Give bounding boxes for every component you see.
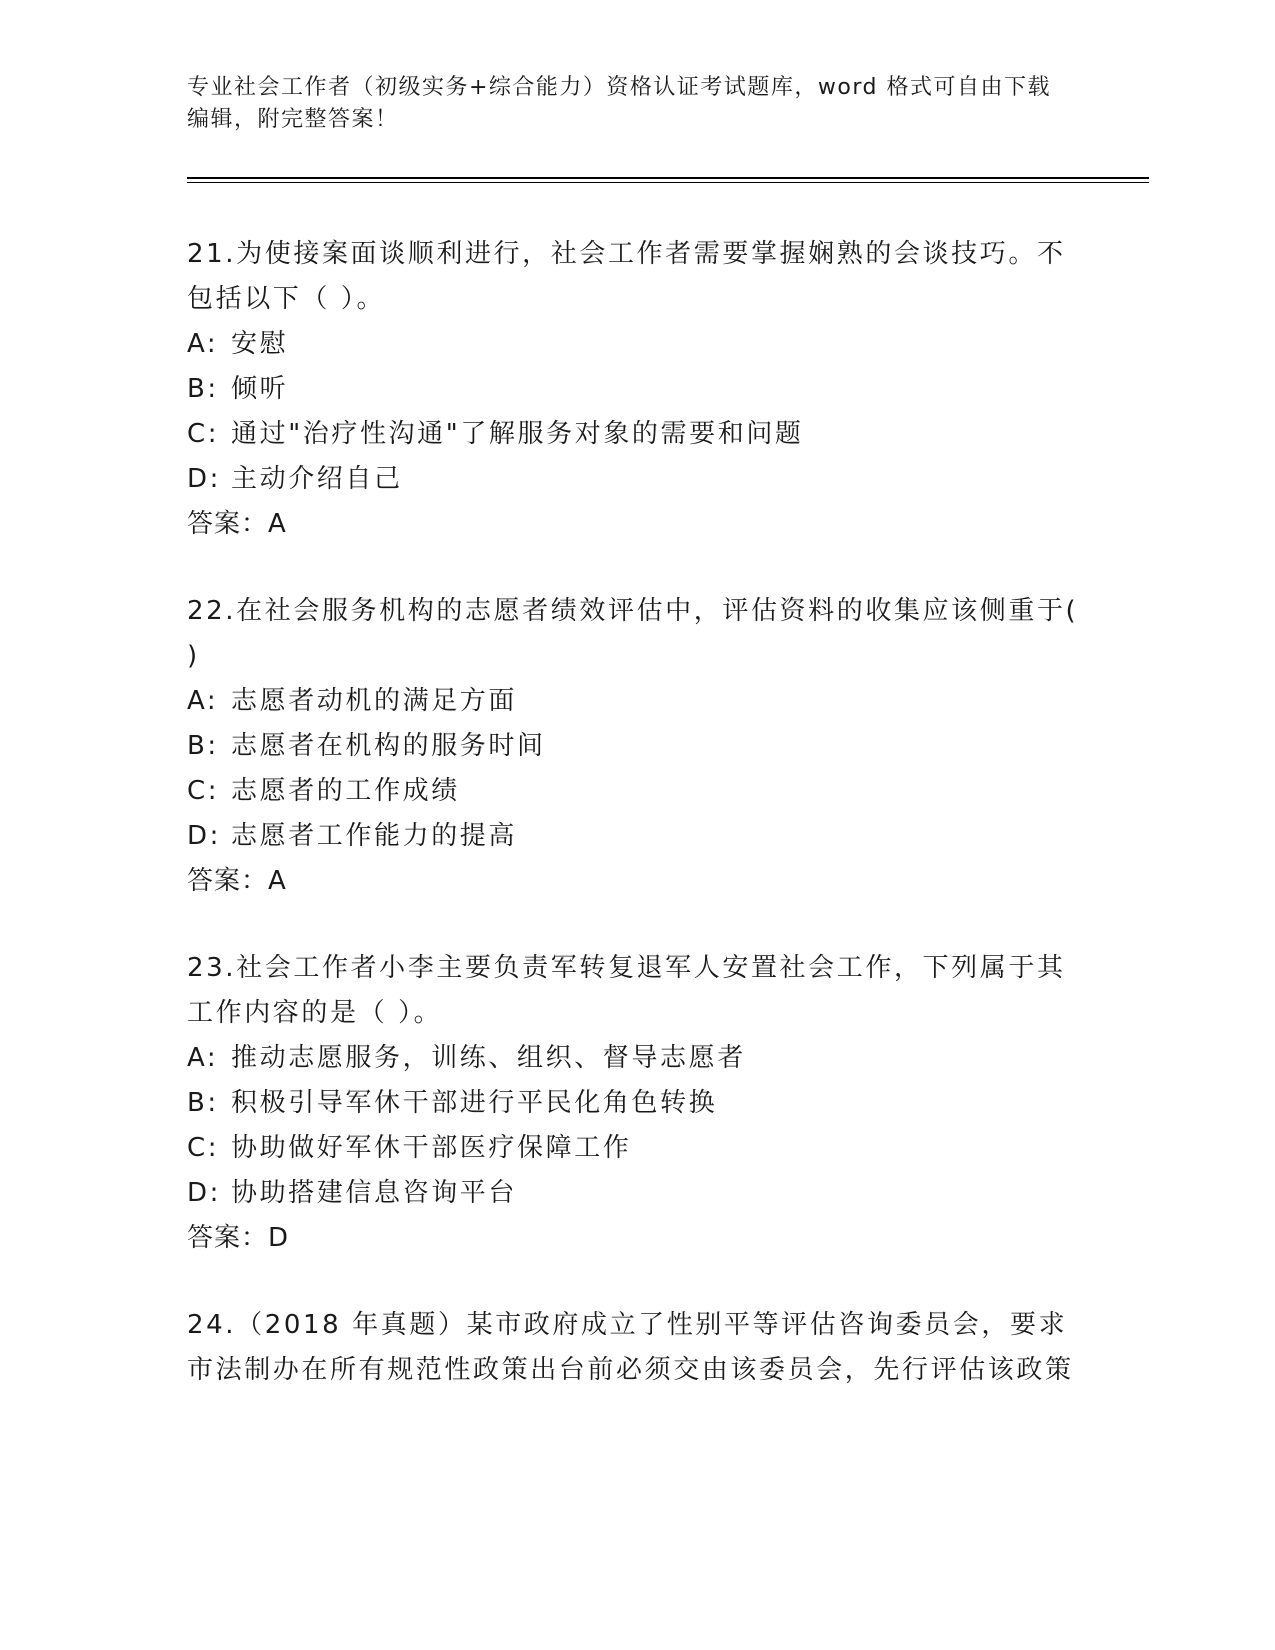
- header-line-2: 编辑，附完整答案！: [187, 107, 399, 132]
- option-letter: B:: [187, 374, 219, 404]
- option-text: 志愿者在机构的服务时间: [231, 731, 546, 761]
- question-stem: 22.在社会服务机构的志愿者绩效评估中，评估资料的收集应该侧重于( ): [187, 596, 1079, 671]
- option-c: [187, 412, 1087, 457]
- option-b: [187, 1081, 1087, 1126]
- option-letter: D:: [187, 1178, 221, 1208]
- question-stem: 24.（2018 年真题）某市政府成立了性别平等评估咨询委员会，要求市法制办在所有规范性政策出台前必须交由该委员会，先行评估该政策: [187, 1310, 1074, 1385]
- option-b: [187, 724, 1087, 769]
- option-d: [187, 814, 1087, 859]
- question-21: [187, 232, 1087, 547]
- question-24: [187, 1303, 1087, 1393]
- option-text: 推动志愿服务，训练、组织、督导志愿者: [231, 1043, 746, 1073]
- option-c: [187, 1126, 1087, 1171]
- answer-line: 答案：D: [187, 1223, 290, 1253]
- option-c: [187, 769, 1087, 814]
- option-text: 安慰: [231, 329, 289, 359]
- option-text: 志愿者工作能力的提高: [231, 821, 518, 851]
- header-line-1: 专业社会工作者（初级实务+综合能力）资格认证考试题库，word 格式可自由下载: [187, 75, 1052, 100]
- option-text: 协助做好军休干部医疗保障工作: [231, 1133, 632, 1163]
- question-22: [187, 589, 1087, 904]
- option-letter: B:: [187, 1088, 219, 1118]
- option-text: 积极引导军休干部进行平民化角色转换: [231, 1088, 718, 1118]
- option-letter: C:: [187, 776, 220, 806]
- question-stem: 21.为使接案面谈顺利进行，社会工作者需要掌握娴熟的会谈技巧。不包括以下（ ）。: [187, 239, 1066, 314]
- option-a: [187, 679, 1087, 724]
- document-header: [187, 72, 1087, 136]
- option-letter: B:: [187, 731, 219, 761]
- option-text: 志愿者动机的满足方面: [231, 686, 518, 716]
- question-stem: 23.社会工作者小李主要负责军转复退军人安置社会工作，下列属于其工作内容的是（ ）。: [187, 953, 1066, 1028]
- option-d: [187, 1171, 1087, 1216]
- option-a: [187, 322, 1087, 367]
- option-text: 主动介绍自己: [231, 464, 403, 494]
- header-rule-thin: [187, 182, 1149, 183]
- option-letter: D:: [187, 821, 221, 851]
- option-a: [187, 1036, 1087, 1081]
- answer-line: 答案：A: [187, 866, 287, 896]
- question-list: [187, 232, 1087, 1435]
- option-d: [187, 457, 1087, 502]
- option-letter: C:: [187, 419, 220, 449]
- option-letter: C:: [187, 1133, 220, 1163]
- option-letter: D:: [187, 464, 221, 494]
- option-b: [187, 367, 1087, 412]
- option-letter: A:: [187, 1043, 219, 1073]
- option-text: 协助搭建信息咨询平台: [231, 1178, 518, 1208]
- option-letter: A:: [187, 686, 219, 716]
- answer-line: 答案：A: [187, 509, 287, 539]
- header-rule-thick: [187, 177, 1149, 179]
- option-text: 志愿者的工作成绩: [231, 776, 460, 806]
- question-23: [187, 946, 1087, 1261]
- option-text: 通过"治疗性沟通"了解服务对象的需要和问题: [231, 419, 804, 449]
- option-letter: A:: [187, 329, 219, 359]
- option-text: 倾听: [231, 374, 289, 404]
